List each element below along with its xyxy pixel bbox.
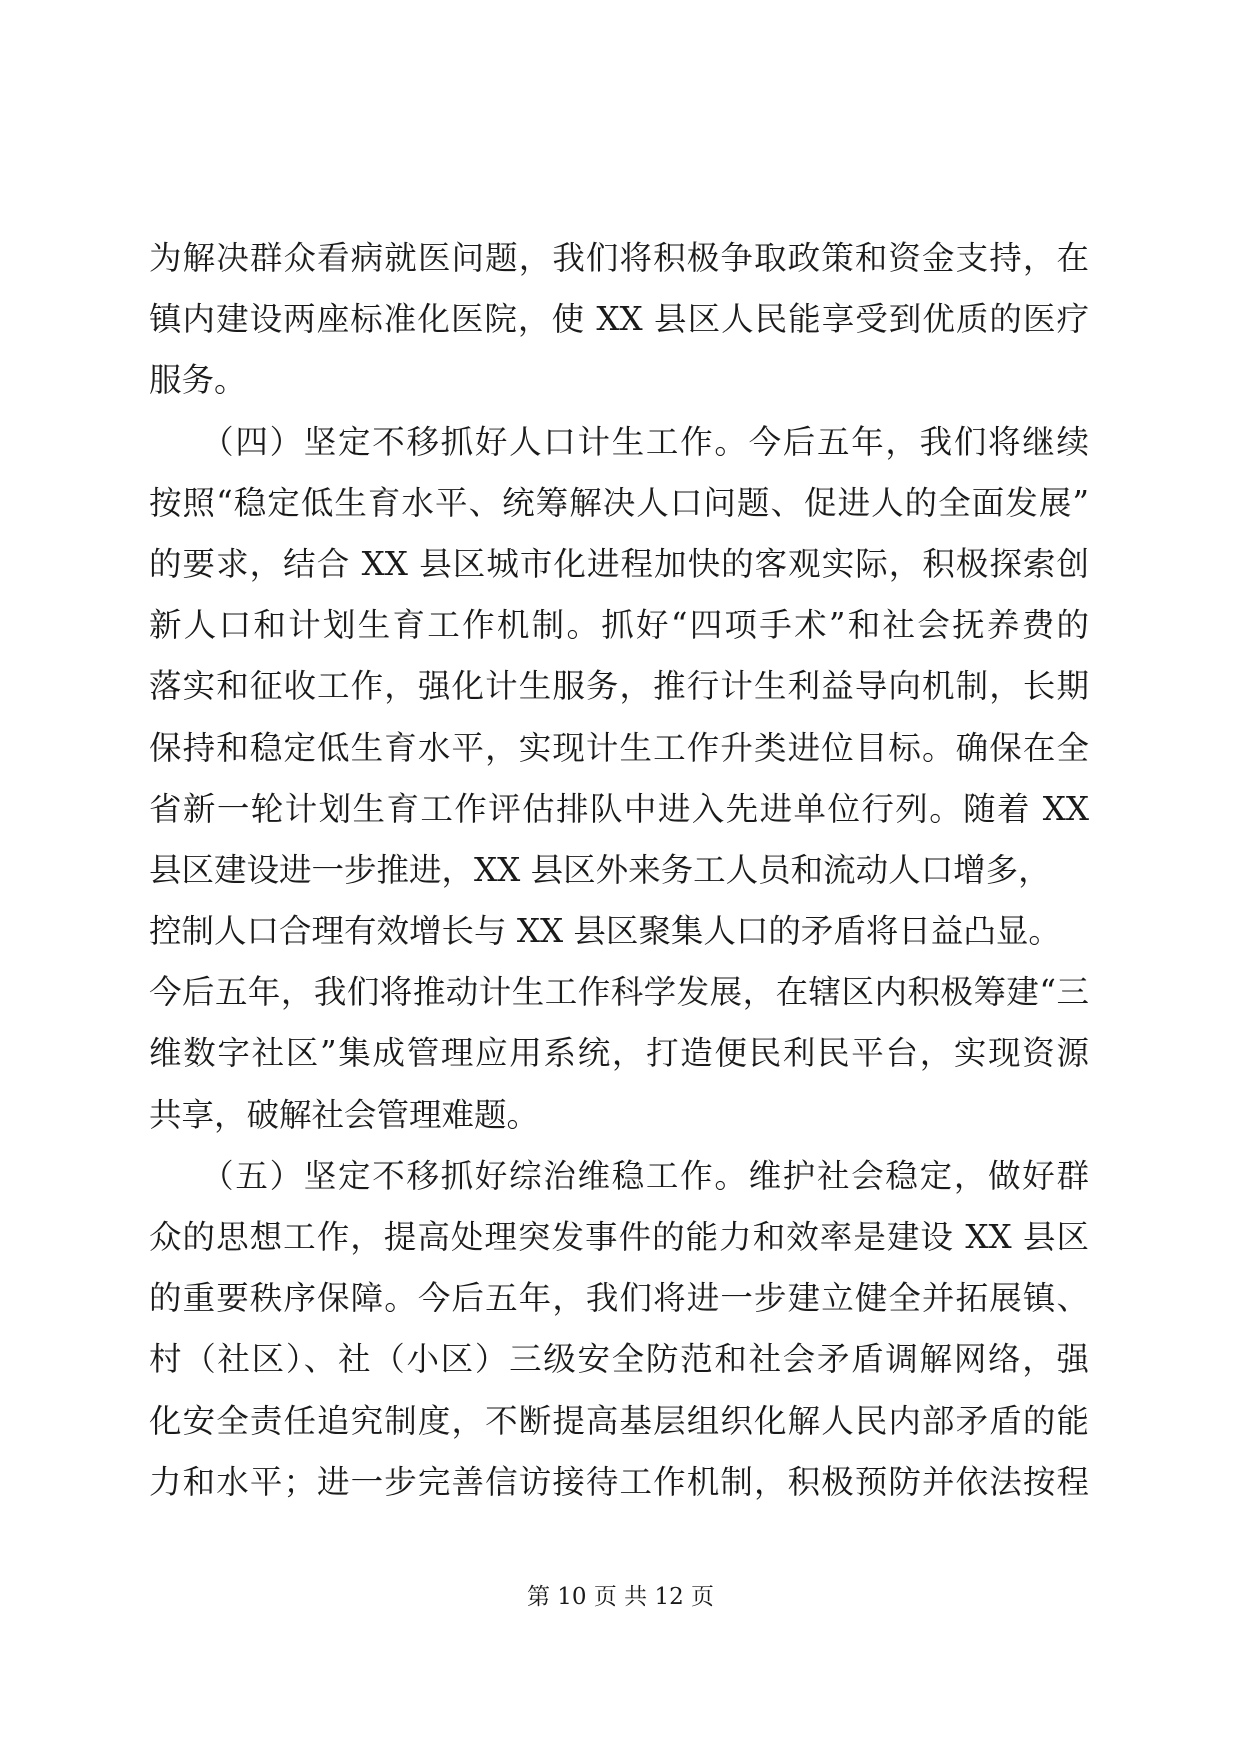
text-line: （四）坚定不移抓好人口计生工作。今后五年，我们将继续 bbox=[149, 422, 1089, 461]
text-line: 镇内建设两座标准化医院，使 XX 县区人民能享受到优质的医疗 bbox=[149, 300, 1089, 339]
text-line: 力和水平；进一步完善信访接待工作机制，积极预防并依法按程 bbox=[149, 1462, 1089, 1501]
text-line: 共享，破解社会管理难题。 bbox=[149, 1095, 540, 1134]
page-number-footer: 第 10 页 共 12 页 bbox=[526, 1584, 715, 1610]
text-line: 省新一轮计划生育工作评估排队中进入先进单位行列。随着 XX bbox=[149, 789, 1089, 828]
text-line: 的要求，结合 XX 县区城市化进程加快的客观实际，积极探索创 bbox=[149, 544, 1089, 583]
text-line: 县区建设进一步推进，XX 县区外来务工人员和流动人口增多， bbox=[149, 850, 1051, 889]
text-line: 村（社区）、社（小区）三级安全防范和社会矛盾调解网络，强 bbox=[149, 1340, 1089, 1379]
text-line: （五）坚定不移抓好综治维稳工作。维护社会稳定，做好群 bbox=[149, 1156, 1089, 1195]
text-line: 落实和征收工作，强化计生服务，推行计生利益导向机制，长期 bbox=[149, 667, 1089, 706]
text-line: 维数字社区”集成管理应用系统，打造便民利民平台，实现资源 bbox=[149, 1034, 1089, 1073]
text-line: 今后五年，我们将推动计生工作科学发展，在辖区内积极筹建“三 bbox=[149, 973, 1089, 1012]
text-line: 为解决群众看病就医问题，我们将积极争取政策和资金支持，在 bbox=[149, 239, 1089, 277]
text-line: 的重要秩序保障。今后五年，我们将进一步建立健全并拓展镇、 bbox=[149, 1279, 1089, 1318]
document-body bbox=[149, 228, 1089, 1513]
text-line: 化安全责任追究制度，不断提高基层组织化解人民内部矛盾的能 bbox=[149, 1401, 1089, 1440]
text-line: 按照“稳定低生育水平、统筹解决人口问题、促进人的全面发展” bbox=[149, 483, 1089, 522]
text-line: 控制人口合理有效增长与 XX 县区聚集人口的矛盾将日益凸显。 bbox=[149, 912, 1061, 951]
text-line: 新人口和计划生育工作机制。抓好“四项手术”和社会抚养费的 bbox=[149, 606, 1089, 645]
text-line: 保持和稳定低生育水平，实现计生工作升类进位目标。确保在全 bbox=[149, 728, 1089, 767]
text-line: 众的思想工作，提高处理突发事件的能力和效率是建设 XX 县区 bbox=[149, 1218, 1089, 1256]
text-line: 服务。 bbox=[149, 361, 247, 400]
